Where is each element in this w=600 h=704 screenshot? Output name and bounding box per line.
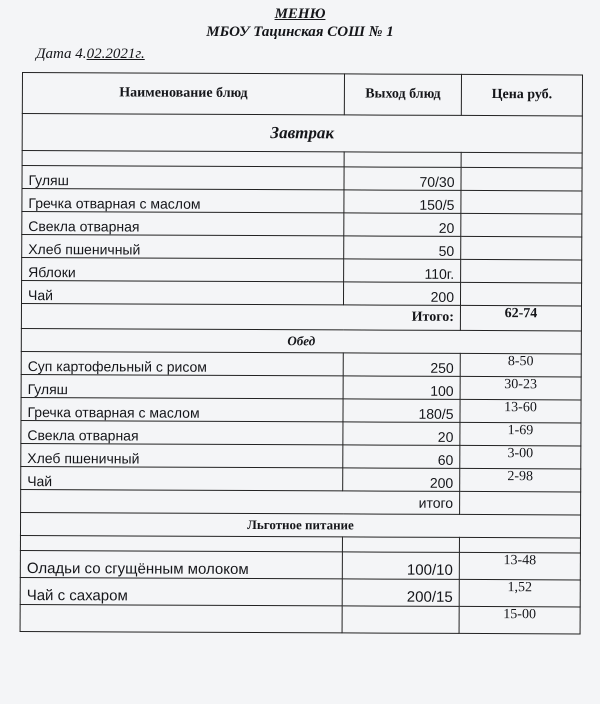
lunch-section-row [21, 328, 581, 353]
dish-price: 30-23 [460, 376, 581, 400]
dish-output: 100/10 [342, 552, 459, 580]
col-header-price: Цена руб. [461, 74, 582, 116]
dish-output: 70/30 [344, 167, 461, 191]
benefit-total-value: 15-00 [459, 606, 580, 634]
dish-name: Суп картофельный с рисом [21, 351, 343, 375]
col-header-output: Выход блюд [344, 74, 461, 116]
dish-output: 250 [343, 353, 460, 377]
dish-price: 2-98 [460, 468, 581, 492]
dish-name: Оладьи со сгущённым молоком [20, 550, 342, 578]
lunch-item-row [21, 443, 581, 468]
breakfast-total-label: Итого: [21, 303, 460, 330]
breakfast-item-row [22, 258, 582, 283]
menu-date [36, 46, 145, 63]
breakfast-section-row [22, 114, 582, 153]
dish-output: 200 [343, 282, 460, 306]
dish-name: Чай с сахаром [20, 577, 342, 605]
dish-output: 200 [343, 468, 460, 492]
benefit-section-row [20, 512, 580, 537]
dish-name: Яблоки [22, 258, 344, 282]
dish-name: Чай [21, 281, 343, 305]
col-header-name: Наименование блюд [22, 73, 344, 115]
lunch-item-row [21, 420, 581, 445]
dish-output: 50 [344, 236, 461, 260]
dish-name: Свекла отварная [22, 212, 344, 236]
dish-output: 20 [344, 213, 461, 237]
dish-price [461, 190, 582, 214]
dish-price: 1-69 [460, 422, 581, 446]
dish-price [460, 282, 581, 306]
empty-cell [20, 535, 342, 551]
lunch-item-row [21, 374, 581, 399]
breakfast-item-row [22, 166, 582, 191]
dish-price: 13-48 [459, 552, 580, 580]
breakfast-item-row [22, 212, 582, 237]
dish-output: 180/5 [343, 399, 460, 423]
table-header-row [22, 73, 582, 116]
dish-name: Хлеб пшеничный [22, 235, 344, 259]
empty-cell [20, 604, 342, 632]
dish-price [461, 259, 582, 283]
benefit-title: Льготное питание [20, 512, 580, 537]
benefit-total-row [20, 604, 580, 633]
benefit-item-row [20, 577, 580, 606]
dish-name: Гречка отварная с маслом [21, 397, 343, 421]
benefit-item-row [20, 550, 580, 579]
dish-price: 3-00 [460, 445, 581, 469]
breakfast-item-row [22, 235, 582, 260]
dish-output: 200/15 [342, 579, 459, 607]
breakfast-total-row [21, 303, 581, 330]
dish-output: 20 [343, 422, 460, 446]
dish-output: 110г. [344, 259, 461, 283]
dish-price [461, 167, 582, 191]
dish-name: Чай [21, 466, 343, 490]
date-label: Дата 4. [36, 46, 87, 62]
dish-name: Гуляш [21, 374, 343, 398]
dish-price: 13-60 [460, 399, 581, 423]
lunch-total-label: итого [21, 489, 460, 514]
breakfast-item-row [22, 189, 582, 214]
dish-name: Свекла отварная [21, 420, 343, 444]
school-name: МБОУ Тацинская СОШ № 1 [206, 24, 394, 40]
lunch-item-row [21, 466, 581, 491]
breakfast-title: Завтрак [22, 114, 582, 153]
lunch-item-row [21, 351, 581, 376]
breakfast-total-value: 62-74 [460, 305, 581, 331]
lunch-item-row [21, 397, 581, 422]
menu-title: МЕНЮ [274, 6, 326, 22]
dish-price [461, 213, 582, 237]
dish-output: 150/5 [344, 190, 461, 214]
dish-price: 8-50 [460, 353, 581, 377]
lunch-title: Обед [21, 328, 581, 353]
lunch-total-row [21, 489, 581, 514]
breakfast-item-row [21, 281, 581, 306]
empty-cell [459, 537, 580, 553]
empty-cell [342, 606, 459, 634]
dish-name: Хлеб пшеничный [21, 443, 343, 467]
menu-table [20, 72, 583, 634]
dish-price [461, 236, 582, 260]
dish-name: Гуляш [22, 166, 344, 190]
dish-name: Гречка отварная с маслом [22, 189, 344, 213]
dish-output: 100 [343, 376, 460, 400]
empty-cell [342, 537, 459, 553]
date-value: 02.2021г. [86, 46, 145, 62]
lunch-total-value [460, 491, 581, 515]
dish-price: 1,52 [459, 579, 580, 607]
dish-output: 60 [343, 445, 460, 469]
